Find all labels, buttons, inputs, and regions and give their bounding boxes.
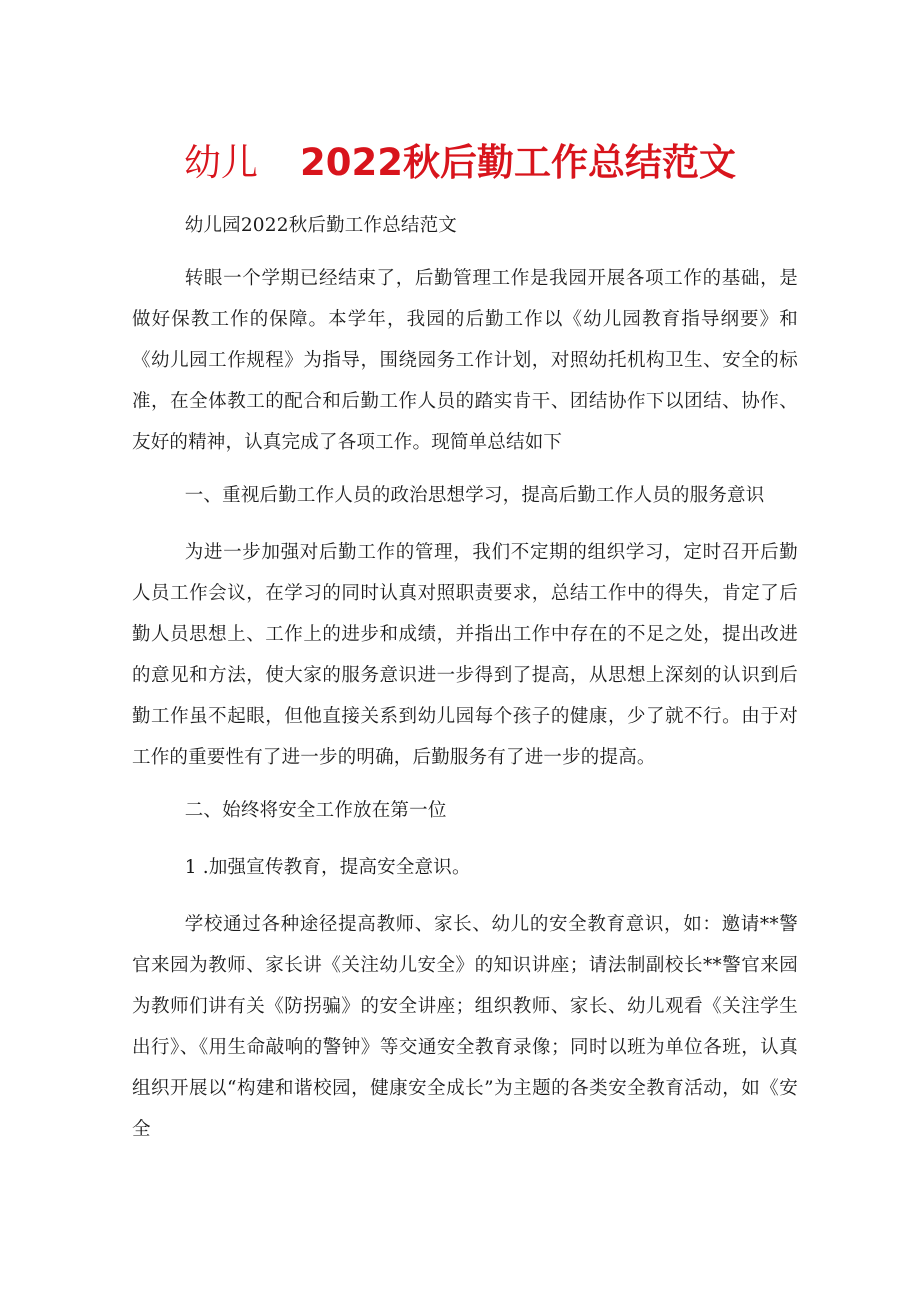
title-part-1: 幼儿	[184, 141, 258, 184]
section-2-paragraph: 学校通过各种途径提高教师、家长、幼儿的安全教育意识，如：邀请**警官来园为教师、家长讲《关注幼儿安全》的知识讲座；请法制副校长**警官来园为教师们讲有关《防拐骗》的安全讲座；组织教师、家长、幼儿观看《关注学生出行》、《用生命敲响的警钟》等交通安全教育录像；同时以班为单位各班，认真组织开展以“构建和谐校园，健康安全成长”为主题的各类安全教育活动，如《安全	[132, 914, 798, 1140]
subtitle-paragraph: 幼儿园2022秋后勤工作总结范文	[184, 215, 458, 236]
document-title	[0, 138, 920, 188]
subsection-heading-1: 1 .加强宣传教育，提高安全意识。	[184, 857, 471, 878]
section-heading-2: 二、始终将安全工作放在第一位	[184, 800, 447, 821]
document-body	[132, 205, 798, 1162]
section-1-paragraph: 为进一步加强对后勤工作的管理，我们不定期的组织学习，定时召开后勤人员工作会议，在学习的同时认真对照职责要求，总结工作中的得失，肯定了后勤人员思想上、工作上的进步和成绩，并指出工作中存在的不足之处，提出改进的意见和方法，使大家的服务意识进一步得到了提高，从思想上深刻的认识到后勤工作虽不起眼，但他直接关系到幼儿园每个孩子的健康，少了就不行。由于对工作的重要性有了进一步的明确，后勤服务有了进一步的提高。	[132, 542, 798, 768]
intro-paragraph: 转眼一个学期已经结束了，后勤管理工作是我园开展各项工作的基础，是做好保教工作的保障。本学年，我园的后勤工作以《幼儿园教育指导纲要》和《幼儿园工作规程》为指导，围绕园务工作计划，对照幼托机构卫生、安全的标准，在全体教工的配合和后勤工作人员的踏实肯干、团结协作下以团结、协作、友好的精神，认真完成了各项工作。现简单总结如下	[132, 268, 798, 453]
section-heading-1: 一、重视后勤工作人员的政治思想学习，提高后勤工作人员的服务意识	[184, 485, 765, 506]
title-part-2: 2022秋后勤工作总结范文	[300, 141, 736, 184]
